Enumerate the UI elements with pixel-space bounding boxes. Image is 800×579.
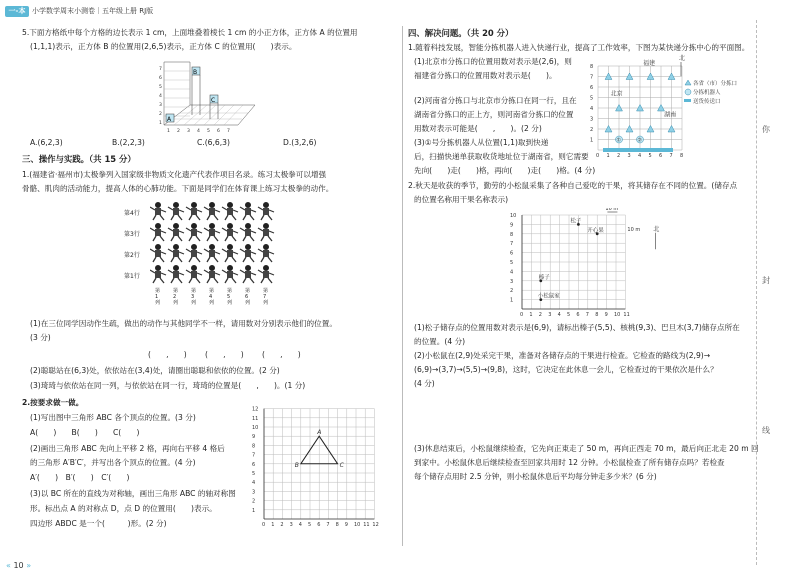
student-figure [150,202,166,220]
student-figure [186,223,202,241]
page-number: « 10 » [6,561,32,570]
q1-answer-blank-1[interactable]: ( , ) [148,350,187,359]
storage-label-kaixinguo: 开心果 [587,227,604,234]
student-figure [258,202,274,220]
student-figure [222,265,238,283]
map-x-tick: 3 [627,153,631,159]
p2-2-line3: (4 分) [414,379,435,388]
y-tick-label: 4 [252,480,256,487]
sq-y-tick: 7 [510,241,514,248]
p1-2-line1: (2)河南省分拣口与北京市分拣口在同一行，且在 [414,96,577,105]
y-tick-label: 9 [252,434,256,441]
cube-y-tick: 3 [159,103,162,108]
margin-char-1: 你 [762,125,770,134]
q2-2-line1: (2)画出三角形 ABC 先向上平移 2 格，再向右平移 4 格后 [30,444,225,453]
p2-1-line1: (1)松子储存点的位置用数对表示是(6,9)，请标出榛子(5,5)、核桃(9,3)、巴旦木(3,7)储存点所在 [414,323,740,332]
x-tick-label: 7 [326,522,330,528]
scale-label-2: 10 m [627,226,641,233]
col-label: 第1列 [155,288,161,306]
x-tick-label: 6 [317,522,321,528]
page-number-value: 10 [13,561,24,570]
y-tick-label: 2 [252,498,256,505]
col-label: 第3列 [191,288,197,306]
sq-y-tick: 10 [510,213,517,219]
cube-b-label: B [193,69,198,76]
q1-1-line1: (1)在三位同学因动作生疏，做出的动作与其他同学不一样，请用数对分别表示他们的位置。 [30,319,337,328]
robot-label: ② [637,137,642,144]
p1-1-line2: 福建省分拣口的位置用数对表示是( )。 [414,71,557,80]
cube-x-tick: 2 [177,129,180,134]
map-y-tick: 1 [590,137,594,144]
x-tick-label: 12 [372,522,379,528]
sorting-center-map [588,54,753,166]
p1-3-line3: 先向( )走( )格，再向( )走( )格。(4 分) [414,166,596,175]
y-tick-label: 3 [252,489,256,496]
hunan-label: 湖南 [664,111,677,119]
cube-x-tick: 6 [217,129,220,134]
cube-a-label: A [167,116,172,123]
p2-1-line2: 的位置。(4 分) [414,337,466,346]
north-label: 北 [679,55,686,62]
col-label: 第6列 [245,288,251,306]
sq-y-tick: 6 [510,250,514,257]
column-divider [402,26,403,546]
sq-x-tick: 1 [529,312,533,318]
map-y-tick: 4 [590,106,594,112]
q1-intro-line2: 骨骼、肌肉的活动能力，提高人体的心肺功能。下面是同学们在体育课上练习太极拳的动作。 [22,184,334,193]
sq-y-tick: 4 [510,269,514,276]
cube-y-tick: 2 [159,112,162,117]
student-figure [222,244,238,262]
map-x-tick: 1 [606,153,610,159]
student-figure [168,202,184,220]
student-figure [258,244,274,262]
p2-intro-line2: 的位置名称用干果名称表示) [414,195,509,204]
x-tick-label: 10 [354,522,361,528]
y-tick-label: 6 [252,461,256,468]
fujian-label: 福建 [643,60,656,67]
row-label-4: 第4行 [124,210,140,217]
legend-port-icon [685,80,691,85]
q5-option-d[interactable]: D.(3,2,6) [283,138,317,147]
student-figure [168,223,184,241]
cube-figure [150,57,260,141]
student-figure [222,223,238,241]
map-y-tick: 7 [590,74,594,81]
sq-y-tick: 2 [510,288,514,295]
legend-port-label: 各省（市）分拣口 [693,81,738,87]
col-label: 第5列 [227,288,233,306]
squirrel-grid [508,208,668,324]
p1-3-line2: 后，扫描快递单获取收货地址位于湖南省，则它需要 [414,152,589,161]
cube-x-tick: 3 [187,129,190,134]
sq-x-tick: 2 [538,312,542,318]
map-y-tick: 5 [590,95,594,102]
x-tick-label: 4 [298,522,302,528]
margin-char-3: 线 [762,426,770,435]
row-label-3: 第3行 [124,231,140,238]
map-x-tick: 0 [596,153,600,159]
map-x-tick: 6 [659,153,663,159]
student-figure [150,244,166,262]
sq-x-tick: 11 [623,312,630,318]
student-figure [204,244,220,262]
map-x-tick: 7 [669,153,673,159]
map-y-tick: 6 [590,85,594,91]
student-figure [204,202,220,220]
y-tick-label: 7 [252,452,256,459]
student-figure [240,244,256,262]
sq-x-tick: 10 [614,312,621,318]
sq-north-label: 北 [653,225,660,233]
student-figure [258,223,274,241]
x-tick-label: 2 [280,522,284,528]
sq-y-tick: 1 [510,297,514,304]
cube-x-tick: 5 [207,129,210,134]
p2-intro-line1: 2.秋天是收获的季节，勤劳的小松鼠采集了各种自己爱吃的干果，将其储存在不同的位置。(储存点 [408,181,738,190]
student-figure [222,202,238,220]
p1-intro: 1.随着科技发展，智能分拣机器人进入快递行业，提高了工作效率，下图为某快递分拣中心的平面图。 [408,43,750,52]
student-figure [186,202,202,220]
page-header-title: 小学数学周末小测卷｜五年级上册 RJ版 [32,7,154,15]
q5-line2: (1,1,1)表示，正方体 B 的位置用(2,6,5)表示，正方体 C 的位置用( )表示。 [30,42,297,51]
q5-line1: 5.下面方格纸中每个方格的边长表示 1 cm，上面堆叠着棱长 1 cm 的小正方体，正方体 A 的位置用 [22,28,358,37]
student-figure [186,244,202,262]
q1-answer-blank-3[interactable]: ( , ) [262,350,301,359]
sq-y-tick: 3 [510,278,514,285]
sq-x-tick: 4 [557,312,561,318]
p2-2-line2: (6,9)→(3,7)→(5,5)→(9,8)，这时，它决定在此休息一会儿，它检查过的干果依次是什么？ [414,365,718,374]
q2-title: 2.按要求做一做。 [22,398,84,407]
map-x-tick: 5 [648,153,652,159]
cube-y-tick: 1 [159,121,162,126]
q2-3-line2: 形。标出点 A 的对称点 D，点 D 的位置用( )表示。 [30,504,217,513]
sq-x-tick: 7 [585,312,589,318]
student-figure [204,265,220,283]
y-tick-label: 11 [252,415,259,422]
sq-y-tick: 8 [510,231,514,238]
cube-y-tick: 5 [159,85,162,90]
sq-y-tick: 5 [510,260,514,266]
sq-x-tick: 6 [576,312,580,318]
student-figure [204,223,220,241]
cube-x-tick: 7 [227,129,230,134]
x-tick-label: 8 [335,522,339,528]
margin-char-2: 封 [762,276,770,285]
student-figure [150,223,166,241]
q5-option-c[interactable]: C.(6,6,3) [197,138,230,147]
x-tick-label: 9 [344,522,348,528]
binding-line [756,20,757,565]
student-figure [186,265,202,283]
row-label-1: 第1行 [124,273,140,280]
col-label: 第4列 [209,288,215,306]
cube-x-tick: 1 [167,129,170,134]
q2-3-line3: 四边形 ABDC 是一个( )形。(2 分) [30,519,167,528]
p1-2-line3: 用数对表示可能是( , )。(2 分) [414,124,542,133]
storage-label-zhenzi: 榛子 [538,274,550,281]
q1-answer-blank-2[interactable]: ( , ) [205,350,244,359]
map-y-tick: 8 [590,64,594,70]
storage-label-home: 小松鼠家 [537,293,560,300]
sq-x-tick: 5 [567,312,571,318]
col-label: 第7列 [263,288,269,306]
sq-y-tick: 9 [510,222,514,229]
section-3-title: 三、操作与实践。（共 15 分） [22,154,136,164]
student-figure [240,265,256,283]
p1-3-line1: (3)①号分拣机器人从位置(1,1)取到快递 [414,138,549,147]
q1-intro-line1: 1.(福建省·福州市)太极拳列入国家级非物质文化遗产代表作项目名录。练习太极拳可以增强 [22,170,327,179]
legend-robot-icon [685,89,691,95]
sq-x-tick: 8 [595,312,599,318]
student-figure [258,265,274,283]
storage-label-songzi: 松子 [570,218,582,225]
y-tick-label: 8 [252,443,256,450]
conveyor-belt [603,148,673,152]
cube-y-tick: 6 [159,76,162,81]
q1-1-line2: (3 分) [30,333,51,342]
x-tick-label: 1 [271,522,275,528]
q1-3: (3)琦琦与依依站在同一列，与依依站在同一行，琦琦的位置是( , )。(1 分) [30,381,306,390]
q2-2-line2: 的三角形 A′B′C′，并写出各个顶点的位置。(4 分) [30,458,196,467]
q2-3-line1: (3)以 BC 所在的直线为对称轴，画出三角形 ABC 的轴对称图 [30,489,236,498]
p1-2-line2: 湖南省分拣口的正上方，则河南省分拣口的位置 [414,110,574,119]
x-tick-label: 11 [363,522,370,528]
student-figure [168,244,184,262]
q5-option-a[interactable]: A.(6,2,3) [30,138,63,147]
student-figure [240,223,256,241]
q2-2-blanks[interactable]: A′( ) B′( ) C′( ) [30,473,130,482]
map-x-tick: 8 [680,153,684,159]
q1-2: (2)聪聪站在(6,3)处，依依站在(3,4)处，请圈出聪聪和依依的位置。(2 分) [30,366,280,375]
p2-3-line1: (3)休息结束后，小松鼠继续检查，它先向正東走了 50 m，再向正西走 70 m，最后向正北走 20 m 回 [414,444,759,453]
beijing-label: 北京 [610,90,623,98]
vertex-c-label: C [339,461,344,469]
cube-x-tick: 4 [197,129,200,134]
map-x-tick: 4 [638,153,642,159]
p2-2-line1: (2)小松鼠在(2,9)处采完干果，准备对各储存点的干果进行检查。它检查的路线为(2,9)→ [414,351,711,360]
cube-y-tick: 7 [159,67,162,72]
sq-x-tick: 3 [548,312,552,318]
legend-conveyor-icon [684,99,691,102]
student-figure [150,265,166,283]
q5-option-b[interactable]: B.(2,2,3) [112,138,145,147]
sq-x-tick: 9 [604,312,608,318]
vertex-b-label: B [294,461,299,469]
y-tick-label: 12 [252,406,259,413]
legend-robot-label: 分拣机器人 [693,90,721,96]
y-tick-label: 5 [252,471,256,477]
vertex-a-label: A [317,429,322,437]
p2-3-line2: 到家中。小松鼠休息后继续检查至回家共用时 12 分钟。小松鼠检查了所有储存点吗？若检查 [414,458,725,467]
student-figure [168,265,184,283]
p2-3-line3: 每个储存点用时 2.5 分钟，则小松鼠休息后平均每分钟走多少米？(6 分) [414,472,657,481]
y-tick-label: 1 [252,507,256,514]
sq-x-tick: 0 [520,312,524,318]
scale-label: 10 m [605,208,619,212]
map-y-tick: 2 [590,127,594,133]
series-badge: 一-本 [5,6,29,17]
legend-conveyor-label: 送货传送口 [693,99,721,105]
p1-1-line1: (1)北京市分拣口的位置用数对表示是(2,6)，则 [414,57,572,66]
taichi-students-grid [150,201,275,291]
column-labels [150,288,275,314]
robot-label: ① [616,137,621,144]
q2-1-blanks[interactable]: A( ) B( ) C( ) [30,428,140,437]
cube-c-label: C [211,97,216,104]
x-tick-label: 5 [308,522,312,528]
x-tick-label: 3 [289,522,293,528]
y-tick-label: 10 [252,425,259,431]
map-y-tick: 3 [590,116,594,123]
row-label-2: 第2行 [124,252,140,259]
cube-y-tick: 4 [159,94,162,99]
col-label: 第2列 [173,288,179,306]
section-4-title: 四、解决问题。（共 20 分） [408,28,514,38]
triangle-grid [252,393,382,531]
x-tick-label: 0 [262,522,266,528]
map-x-tick: 2 [617,153,621,159]
student-figure [240,202,256,220]
q2-1: (1)写出图中三角形 ABC 各个顶点的位置。(3 分) [30,413,196,422]
